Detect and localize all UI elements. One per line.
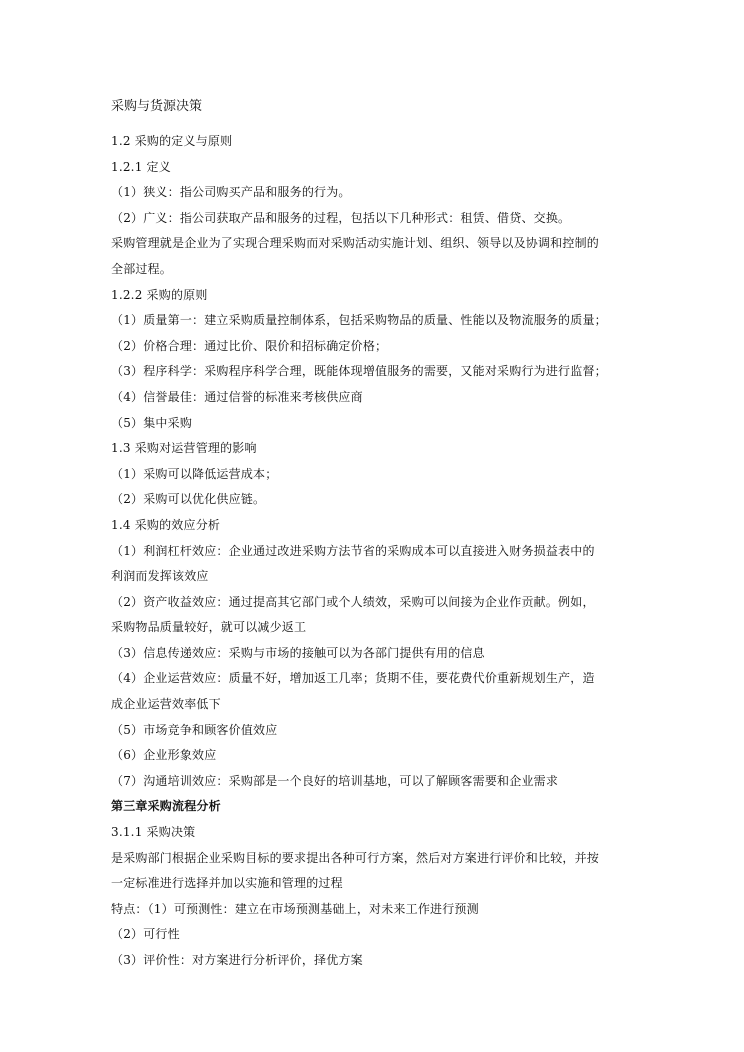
subsection-heading-1-2-1: 1.2.1 定义 xyxy=(111,159,171,174)
text-line: （2）可行性 xyxy=(111,927,180,942)
text-line: （3）评价性：对方案进行分析评价，择优方案 xyxy=(111,953,363,967)
text-line: 一定标准进行选择并加以实施和管理的过程 xyxy=(111,876,343,891)
section-heading-1-4: 1.4 采购的效应分析 xyxy=(111,517,221,532)
text-line: 采购管理就是企业为了实现合理采购而对采购活动实施计划、组织、领导以及协调和控制的 xyxy=(111,236,600,251)
text-line: 全部过程。 xyxy=(111,261,173,276)
section-heading-1-2: 1.2 采购的定义与原则 xyxy=(111,134,233,148)
subsection-heading-1-2-2: 1.2.2 采购的原则 xyxy=(111,287,208,302)
text-line: （3）程序科学：采购程序科学合理，既能体现增值服务的需要，又能对采购行为进行监督； xyxy=(111,364,607,379)
text-line: 利润而发挥该效应 xyxy=(111,569,209,584)
text-line: 特点：（1）可预测性：建立在市场预测基础上，对未来工作进行预测 xyxy=(111,901,479,916)
text-line: （3）信息传递效应：采购与市场的接触可以为各部门提供有用的信息 xyxy=(111,645,485,660)
section-heading-1-3: 1.3 采购对运营管理的影响 xyxy=(111,441,257,456)
text-line: （6）企业形象效应 xyxy=(111,748,217,763)
text-line: （4）信誉最佳：通过信誉的标准来考核供应商 xyxy=(111,389,363,404)
text-line: （1）狭义：指公司购买产品和服务的行为。 xyxy=(111,185,351,200)
subsection-heading-3-1-1: 3.1.1 采购决策 xyxy=(111,825,196,840)
document-body xyxy=(111,97,641,974)
text-line: （2）价格合理：通过比价、限价和招标确定价格； xyxy=(111,338,388,353)
text-line: （4）企业运营效应：质量不好，增加返工几率；货期不佳，要花费代价重新规划生产，造 xyxy=(111,671,595,686)
text-line: 成企业运营效率低下 xyxy=(111,697,221,712)
text-line: （5）集中采购 xyxy=(111,415,193,430)
text-line: （2）广义：指公司获取产品和服务的过程，包括以下几种形式：租赁、借贷、交换。 xyxy=(111,210,571,225)
text-line: （1）利润杠杆效应：企业通过改进采购方法节省的采购成本可以直接进入财务损益表中的 xyxy=(111,543,595,558)
chapter-heading-3: 第三章采购流程分析 xyxy=(111,799,221,814)
document-title: 采购与货源决策 xyxy=(111,99,203,114)
text-line: （7）沟通培训效应：采购部是一个良好的培训基地，可以了解顾客需要和企业需求 xyxy=(111,773,559,788)
text-line: （1）质量第一：建立采购质量控制体系，包括采购物品的质量、性能以及物流服务的质量； xyxy=(111,313,607,328)
text-line: （1）采购可以降低运营成本； xyxy=(111,466,278,481)
text-line: （2）资产收益效应：通过提高其它部门或个人绩效，采购可以间接为企业作贡献。例如， xyxy=(111,594,595,609)
text-line: 是采购部门根据企业采购目标的要求提出各种可行方案，然后对方案进行评价和比较，并按 xyxy=(111,850,600,865)
text-line: 采购物品质量较好，就可以减少返工 xyxy=(111,620,307,635)
text-line: （5）市场竞争和顾客价值效应 xyxy=(111,722,278,737)
text-line: （2）采购可以优化供应链。 xyxy=(111,492,266,507)
